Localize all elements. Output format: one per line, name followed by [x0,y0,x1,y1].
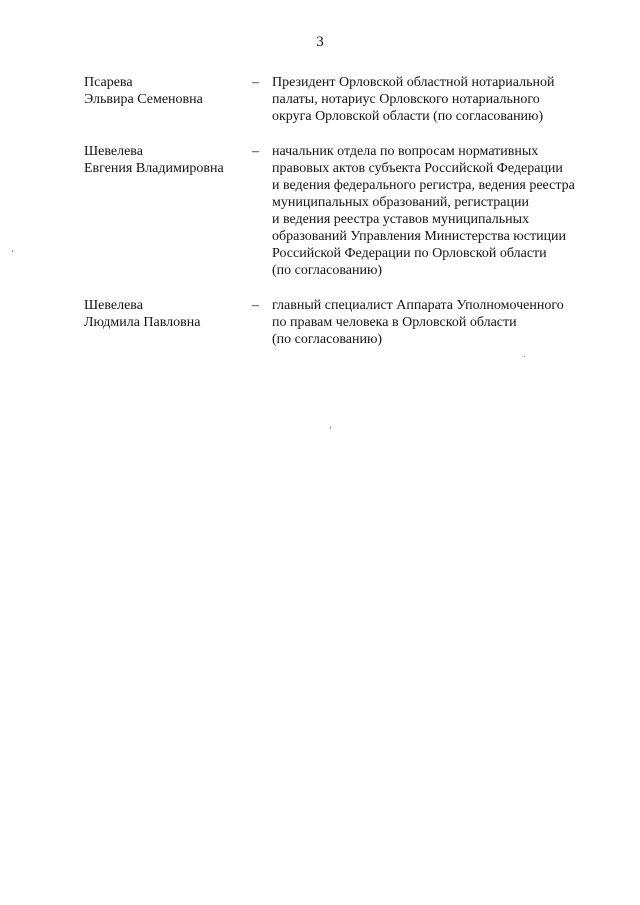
member-entry-sheveleva-evgeniya [84,143,604,279]
member-given-names: Евгения Владимировна [84,161,224,176]
member-position [272,297,604,348]
scan-speck [12,250,13,252]
position-line: (по согласованию) [272,263,383,278]
position-line: (по согласованию) [272,332,383,347]
position-line: и ведения реестра уставов муниципальных [272,212,530,227]
page-number: 3 [316,34,324,50]
position-line: правовых актов субъекта Российской Федерации [272,161,563,176]
position-line: и ведения федерального регистра, ведения реестра [272,178,575,193]
scan-speck [330,426,332,429]
position-line: муниципальных образований, регистрации [272,195,529,210]
position-line: начальник отдела по вопросам нормативных [272,144,539,159]
member-entry-sheveleva-lyudmila [84,297,604,348]
member-list [84,74,604,366]
position-line: образований Управления Министерства юстиции [272,229,567,244]
dash-separator: – [252,298,259,313]
member-surname: Шевелева [84,298,143,313]
position-line: палаты, нотариус Орловского нотариального [272,92,540,107]
member-entry-psareva [84,74,604,125]
position-line: по правам человека в Орловской области [272,315,517,330]
member-surname: Псарева [84,75,133,90]
member-given-names: Людмила Павловна [84,315,201,330]
member-name [84,74,252,125]
position-line: округа Орловской области (по согласованию) [272,109,544,124]
dash-separator: – [252,144,259,159]
position-line: Российской Федерации по Орловской области [272,246,547,261]
member-given-names: Эльвира Семеновна [84,92,203,107]
scan-speck [524,356,525,357]
member-surname: Шевелева [84,144,143,159]
position-line: Президент Орловской областной нотариальной [272,75,555,90]
position-line: главный специалист Аппарата Уполномоченного [272,298,564,313]
member-position [272,143,604,279]
member-name [84,143,252,279]
member-name [84,297,252,348]
member-position [272,74,604,125]
dash-separator: – [252,75,259,90]
